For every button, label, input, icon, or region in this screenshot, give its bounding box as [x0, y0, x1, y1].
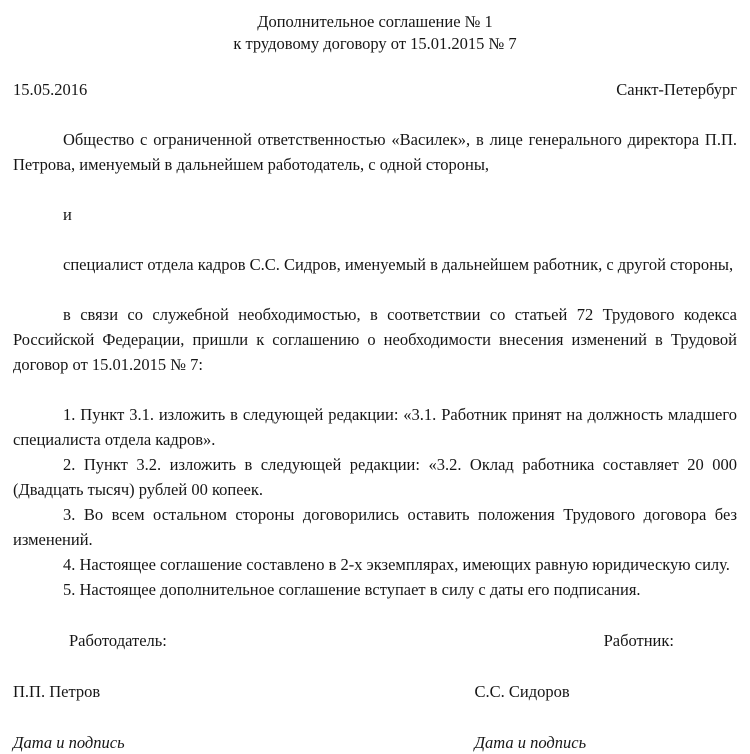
clause-item-3: 3. Во всем остальном стороны договорились оставить положения Трудового договора без изменений.	[13, 505, 737, 549]
document-body	[13, 127, 737, 377]
employee-role-label: Работник:	[603, 631, 674, 650]
signature-block	[13, 630, 737, 754]
paragraph-preamble: в связи со служебной необходимостью, в соответствии со статьей 72 Трудового кодекса Российской Федерации, пришли к соглашению о необходимости внесения изменений в Трудовой договор от 15.01.2015 № 7:	[13, 305, 737, 374]
clause-item-4: 4. Настоящее соглашение составлено в 2-х экземплярах, имеющих равную юридическую силу.	[63, 555, 730, 574]
title-line-2: к трудовому договору от 15.01.2015 № 7	[233, 34, 517, 53]
clause-item-1: 1. Пункт 3.1. изложить в следующей редакции: «3.1. Работник принят на должность младшего специалиста отдела кадров».	[13, 405, 737, 449]
title-line-1: Дополнительное соглашение № 1	[257, 12, 493, 31]
document-city: Санкт-Петербург	[616, 80, 737, 99]
clause-item-5: 5. Настоящее дополнительное соглашение вступает в силу с даты его подписания.	[63, 580, 641, 599]
signature-roles-row	[13, 630, 737, 652]
employee-name: С.С. Сидоров	[474, 682, 570, 701]
employee-date-signature-placeholder: Дата и подпись	[474, 733, 587, 752]
document-title	[13, 11, 737, 55]
signature-names-row	[13, 681, 737, 703]
employer-role-label: Работодатель:	[69, 631, 167, 650]
paragraph-employer: Общество с ограниченной ответственностью «Василек», в лице генерального директора П.П. Петрова, именуемый в дальнейшем работодатель, с одной стороны,	[13, 130, 737, 174]
signature-dates-row	[13, 732, 737, 754]
document-meta-row	[13, 79, 737, 101]
employer-name: П.П. Петров	[13, 682, 101, 701]
paragraph-employee: специалист отдела кадров С.С. Сидров, именуемый в дальнейшем работник, с другой стороны,	[63, 255, 734, 274]
document-clause-list	[13, 402, 737, 602]
clause-item-2: 2. Пункт 3.2. изложить в следующей редакции: «3.2. Оклад работника составляет 20 000 (Двадцать тысяч) рублей 00 копеек.	[13, 455, 737, 499]
document-date: 15.05.2016	[13, 80, 88, 99]
document-page	[0, 11, 750, 752]
paragraph-conjunction: и	[63, 205, 72, 224]
employer-date-signature-placeholder: Дата и подпись	[13, 733, 125, 752]
